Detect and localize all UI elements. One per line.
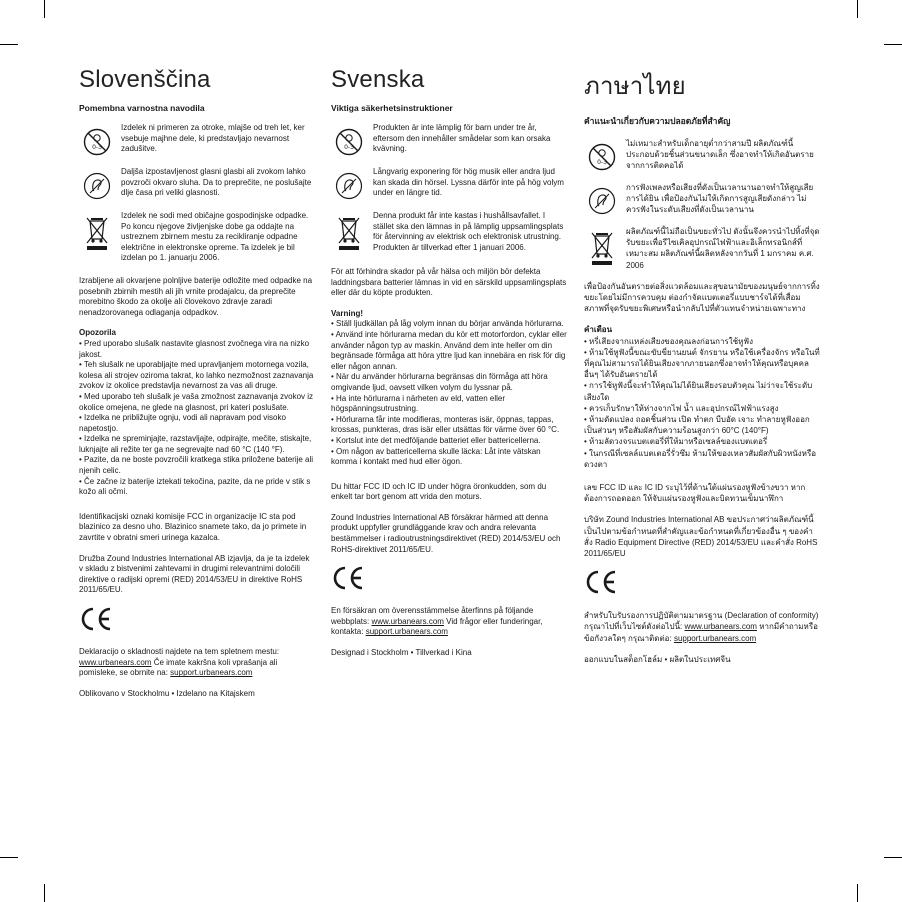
svg-text:0-3: 0-3: [92, 144, 102, 151]
weee-crossed-bin-icon: [584, 226, 620, 270]
age-0-3-warning-icon: [584, 138, 620, 176]
warning-item: • ในกรณีที่เซลล์แบตเตอรี่รั่วซึม ห้ามให้ของเหลวสัมผัสกับผิวหนังหรือดวงตา: [584, 448, 820, 470]
warning-item: • Ha inte hörlurarna i närheten av eld, vatten eller högspänningsutrustning.: [331, 394, 567, 415]
warnings-section: [331, 309, 567, 468]
crop-mark: [857, 884, 858, 902]
hearing-damage-icon: [584, 182, 620, 220]
contact-prefix: Deklaracijo o skladnosti najdete na tem spletnem mestu:: [79, 647, 280, 656]
warning-item: • Med uporabo teh slušalk je vaša zmožnost zaznavanja zvokov iz okolice omejena, ne glede na glasnost, pri kateri poslušate.: [79, 392, 315, 413]
warning-item: • หรี่เสียงจากแหล่งเสียงของคุณลงก่อนการใช้หูฟัง: [584, 336, 820, 347]
warnings-title: คำเตือน: [584, 325, 613, 335]
section-heading: คำแนะนำเกี่ยวกับความปลอดภัยที่สำคัญ: [584, 116, 731, 126]
safety-text: ไม่เหมาะสำหรับเด็กอายุต่ำกว่าสามปี ผลิตภัณฑ์นี้ประกอบด้วยชิ้นส่วนขนาดเล็ก ซึ่งอาจทำให้เกิดอันตรายจากการติดคอได้: [626, 139, 814, 171]
warning-item: • Kortslut inte det medföljande batteriet eller battericellerna.: [331, 436, 567, 447]
contact-prefix: En försäkran om överensstämmelse återfinns på följande webbplats:: [331, 606, 534, 626]
column-title: ภาษาไทย: [584, 73, 686, 100]
website-link[interactable]: www.urbanears.com: [371, 616, 444, 626]
fcc-text: เลข FCC ID และ IC ID ระบุไว้ที่ด้านใต้แผ่นรองหูฟังข้างขวา หากต้องการถอดออก ให้จับแผ่นรองหูฟังและบิดทวนเข็มนาฬิกา: [584, 483, 806, 504]
hearing-damage-icon: [331, 167, 367, 205]
crop-mark: [44, 0, 45, 18]
warning-item: • Använd inte hörlurarna medan du kör ett motorfordon, cyklar eller använder någon typ av maskin. Använd dem inte heller om din begränsade förmåga att höra yttre ljud kan innebära en risk för dig eller någon annan.: [331, 330, 567, 372]
crop-mark: [857, 0, 858, 18]
section-heading: Pomembna varnostna navodila: [79, 103, 205, 113]
support-link[interactable]: support.urbanears.com: [673, 633, 757, 643]
safety-item: [584, 138, 820, 176]
column-thai: [584, 66, 820, 675]
battery-disposal-text: เพื่อป้องกันอันตรายต่อสิ่งแวดล้อมและสุขอนามัยของมนุษย์จากการทิ้งขยะโดยไม่มีการควบคุม ต่องกำจัดแบตเตอรี่แบบชาร์จได้ที่เสื่อมสภาพที่จุดรับขยะพิเศษหรือนำกลับไปที่ตัวแทนจำหน่ายเฉพาะทาง: [584, 281, 820, 314]
column-title: Svenska: [331, 66, 425, 93]
warning-item: • Pazite, da ne boste povzročili kratkega stika priložene baterije ali njenih celic.: [79, 455, 315, 476]
safety-text: การฟังเพลงหรือเสียงที่ดังเป็นเวลานานอาจทำให้สูญเสียการได้ยิน เพื่อป้องกันไม่ให้เกิดการสูญเสียดังกล่าว ไม่ควรฟังในระดับเสียงที่ดังเป็นเวลานาน: [626, 183, 814, 215]
contact-middle: หากมีคำถามหรือข้อกังวลใดๆ กรุณาติดต่อ:: [584, 622, 818, 643]
safety-text: Långvarig exponering för hög musik eller andra ljud kan skada din hörsel. Lyssna därför inte på hög volym under en längre tid.: [373, 167, 564, 198]
contact-prefix: สำหรับใบรับรองการปฏิบัติตามมาตรฐาน (Declaration of conformity) กรุณาไปที่เว็บไซต์ดังต่อไปนี้:: [584, 611, 819, 632]
origin-footer: Oblikovano v Stockholmu • Izdelano na Kitajskem: [79, 688, 255, 698]
safety-item: [79, 167, 315, 205]
section-heading: Viktiga säkerhetsinstruktioner: [331, 103, 453, 113]
safety-item: [79, 123, 315, 161]
safety-item: [79, 211, 315, 264]
contact-middle: Vid frågor eller funderingar, kontakta:: [331, 616, 543, 637]
warning-item: • Pred uporabo slušalk nastavite glasnost zvočnega vira na nizko jakost.: [79, 339, 315, 360]
safety-text: Produkten är inte lämplig för barn under tre år, eftersom den innehåller smådelar som kan orsaka kvävning.: [373, 123, 551, 154]
safety-text: Daljša izpostavljenost glasni glasbi ali zvokom lahko povzroči okvaro sluha. Da to preprečite, ne poslušajte dlje časa pri veliki glasnosti.: [121, 167, 312, 198]
battery-disposal-text: För att förhindra skador på vår hälsa och miljön bör defekta laddningsbara batterier lämnas in vid en särskild uppsamlingsplats eller där du köpte produkten.: [331, 267, 567, 298]
origin-footer: ออกแบบในสต็อกโฮล์ม • ผลิตในประเทศจีน: [584, 654, 731, 664]
safety-item: [584, 182, 820, 220]
conformity-text: Družba Zound Industries International AB izjavlja, da je ta izdelek v skladu z bistvenimi zahtevami in drugimi relevantnimi določili direktive o radijski opremi (RED) 2014/53/EU in direktive RoHS 2011/65/EU.: [79, 553, 310, 595]
crop-mark: [884, 857, 902, 858]
warning-item: • Izdelka ne spreminjajte, razstavljajte, odpirajte, mečite, stiskajte, luknjajte ali režite ter ga ne segrevajte nad 60 °C (140 °F).: [79, 434, 315, 455]
warnings-title: Opozorila: [79, 328, 116, 338]
battery-disposal-text: Izrabljene ali okvarjene polnljive baterije odložite med odpadke na posebnih zbirnih mestih ali jih vrnite prodajalcu, da preprečite morebitno škodo za okolje ali človekovo zdravje zaradi nenadzorovanega odlaganja odpadkov.: [79, 275, 313, 317]
warning-item: • ควรเก็บรักษาให้ห่างจากไฟ น้ำ และอุปกรณ์ไฟฟ้าแรงสูง: [584, 403, 820, 414]
crop-mark: [44, 884, 45, 902]
safety-item: [331, 211, 567, 255]
ce-mark-icon: [331, 565, 567, 596]
svg-text:0-3: 0-3: [597, 159, 607, 166]
safety-text: Izdelek ni primeren za otroke, mlajše od treh let, ker vsebuje majhne dele, ki predstavljajo nevarnost zadušitve.: [121, 123, 305, 154]
safety-text: Izdelek ne sodi med običajne gospodinjske odpadke. Po koncu njegove življenjske dobe ga oddajte na ustreznem zbirnem mestu za recikliranje odpadne električne in elektronske opreme. Ta izdelek je bil izdelan po 1. januarju 2006.: [121, 211, 309, 263]
warning-item: • Om någon av battericellerna skulle läcka: Låt inte vätskan komma i kontakt med hud eller ögon.: [331, 447, 567, 468]
hearing-damage-icon: [79, 167, 115, 205]
warning-item: • Ställ ljudkällan på låg volym innan du börjar använda hörlurarna.: [331, 319, 567, 330]
support-link[interactable]: support.urbanears.com: [365, 627, 448, 637]
safety-text: ผลิตภัณฑ์นี้ไม่ถือเป็นขยะทั่วไป ดังนั้นจึงควรนำไปทิ้งที่จุดรับขยะเพื่อรีไซเคิลอุปกรณ์ไฟฟ้าและอิเล็กทรอนิกส์ที่เหมาะสม ผลิตภัณฑ์นี้ผลิตหลังจากวันที่ 1 มกราคม ค.ศ. 2006: [626, 227, 820, 270]
warning-item: • Hörlurarna får inte modifieras, monteras isär, öppnas, tappas, krossas, punkteras, dras isär eller utsättas för värme över 60 °C.: [331, 415, 567, 436]
weee-crossed-bin-icon: [331, 211, 367, 255]
age-0-3-warning-icon: [79, 123, 115, 161]
svg-text:0-3: 0-3: [344, 144, 354, 151]
age-0-3-warning-icon: [331, 123, 367, 161]
safety-text: Denna produkt får inte kastas i hushållsavfallet. I stället ska den lämnas in på lämplig uppsamlingsplats för återvinning av elektrisk och elektronisk utrustning. Produkten är tillverkad efter 1 januari 2006.: [373, 211, 564, 252]
column-slovenian: [79, 66, 315, 709]
contact-text: [584, 610, 820, 644]
warning-item: • การใช้หูฟังนี้จะทำให้คุณไม่ได้ยินเสียงรอบตัวคุณ ไม่ว่าจะใช้ระดับเสียงใด: [584, 380, 820, 402]
conformity-text: บริษัท Zound Industries International AB ขอประกาศว่าผลิตภัณฑ์นี้เป็นไปตามข้อกำหนดที่สำคัญและข้อกำหนดที่เกี่ยวข้องอื่น ๆ ของคำสั่ง Radio Equipment Directive (RED) 2014/53/EU และคำสั่ง RoHS 2011/65/EU: [584, 515, 818, 559]
conformity-text: Zound Industries International AB försäkrar härmed att denna produkt uppfyller grundläggande krav och andra relevanta bestämmelser i radioutrustningsdirektivet (RED) 2014/53/EU och RoHS-direktivet 2011/65/EU.: [331, 512, 561, 554]
warning-item: • ห้ามดัดแปลง ถอดชิ้นส่วน เปิด ทำตก บีบอัด เจาะ ทำลายหูฟังออกเป็นส่วนๆ หรือสัมผัสกับความร้อนสูงกว่า 60°C (140°F): [584, 414, 820, 436]
support-link[interactable]: support.urbanears.com: [170, 668, 253, 678]
safety-item: [584, 226, 820, 271]
warning-item: • Če začne iz baterije iztekati tekočina, pazite, da ne pride v stik s kožo ali očmi.: [79, 477, 315, 498]
contact-middle: Če imate kakršna koli vprašanja ali pomisleke, se obrnite na:: [79, 657, 278, 678]
warning-item: • Teh slušalk ne uporabljajte med upravljanjem motornega vozila, kolesa ali strojev oziroma takrat, ko lahko nezmožnost zaznavanja zvokov iz okolice predstavlja nevarnost za vas ali druge.: [79, 360, 315, 392]
website-link[interactable]: www.urbanears.com: [79, 657, 152, 667]
warning-item: • När du använder hörlurarna begränsas din förmåga att höra omgivande ljud, oavsett vilken volym du lyssnar på.: [331, 372, 567, 393]
website-link[interactable]: www.urbanears.com: [684, 622, 757, 632]
origin-footer: Designad i Stockholm • Tillverkad i Kina: [331, 648, 472, 658]
column-title: Slovenščina: [79, 66, 211, 93]
crop-mark: [0, 44, 18, 45]
warnings-title: Varning!: [331, 308, 364, 318]
warnings-section: [584, 324, 820, 470]
safety-item: [331, 123, 567, 161]
warnings-section: [79, 328, 315, 498]
warning-item: • ห้ามลัดวงจรแบตเตอรี่ที่ให้มาหรือเซลล์ของแบตเตอรี่: [584, 436, 820, 447]
fcc-text: Identifikacijski oznaki komisije FCC in organizacije IC sta pod blazinico za desno uho. Blazinico snamete tako, da jo primete in zavrtite v obratni smeri urinega kazalca.: [79, 511, 307, 543]
contact-text: [79, 647, 315, 679]
ce-mark-icon: [79, 606, 315, 637]
column-swedish: [331, 66, 567, 669]
weee-crossed-bin-icon: [79, 211, 115, 255]
warning-item: • ห้ามใช้หูฟังนี้ขณะขับขี่ยานยนต์ จักรยาน หรือใช้เครื่องจักร หรือในที่ที่คุณไม่สามารถได้ยินเสียงจากภายนอกซึ่งอาจทำให้คุณหรือบุคคลอื่นๆ ได้รับอันตรายได้: [584, 347, 820, 381]
safety-item: [331, 167, 567, 205]
crop-mark: [884, 44, 902, 45]
contact-text: [331, 606, 567, 638]
ce-mark-icon: [584, 569, 820, 600]
warning-item: • Izdelka ne približujte ognju, vodi ali napravam pod visoko napetostjo.: [79, 413, 315, 434]
crop-mark: [0, 857, 18, 858]
fcc-text: Du hittar FCC ID och IC ID under högra öronkudden, som du enkelt tar bort genom att vrida den moturs.: [331, 481, 547, 502]
